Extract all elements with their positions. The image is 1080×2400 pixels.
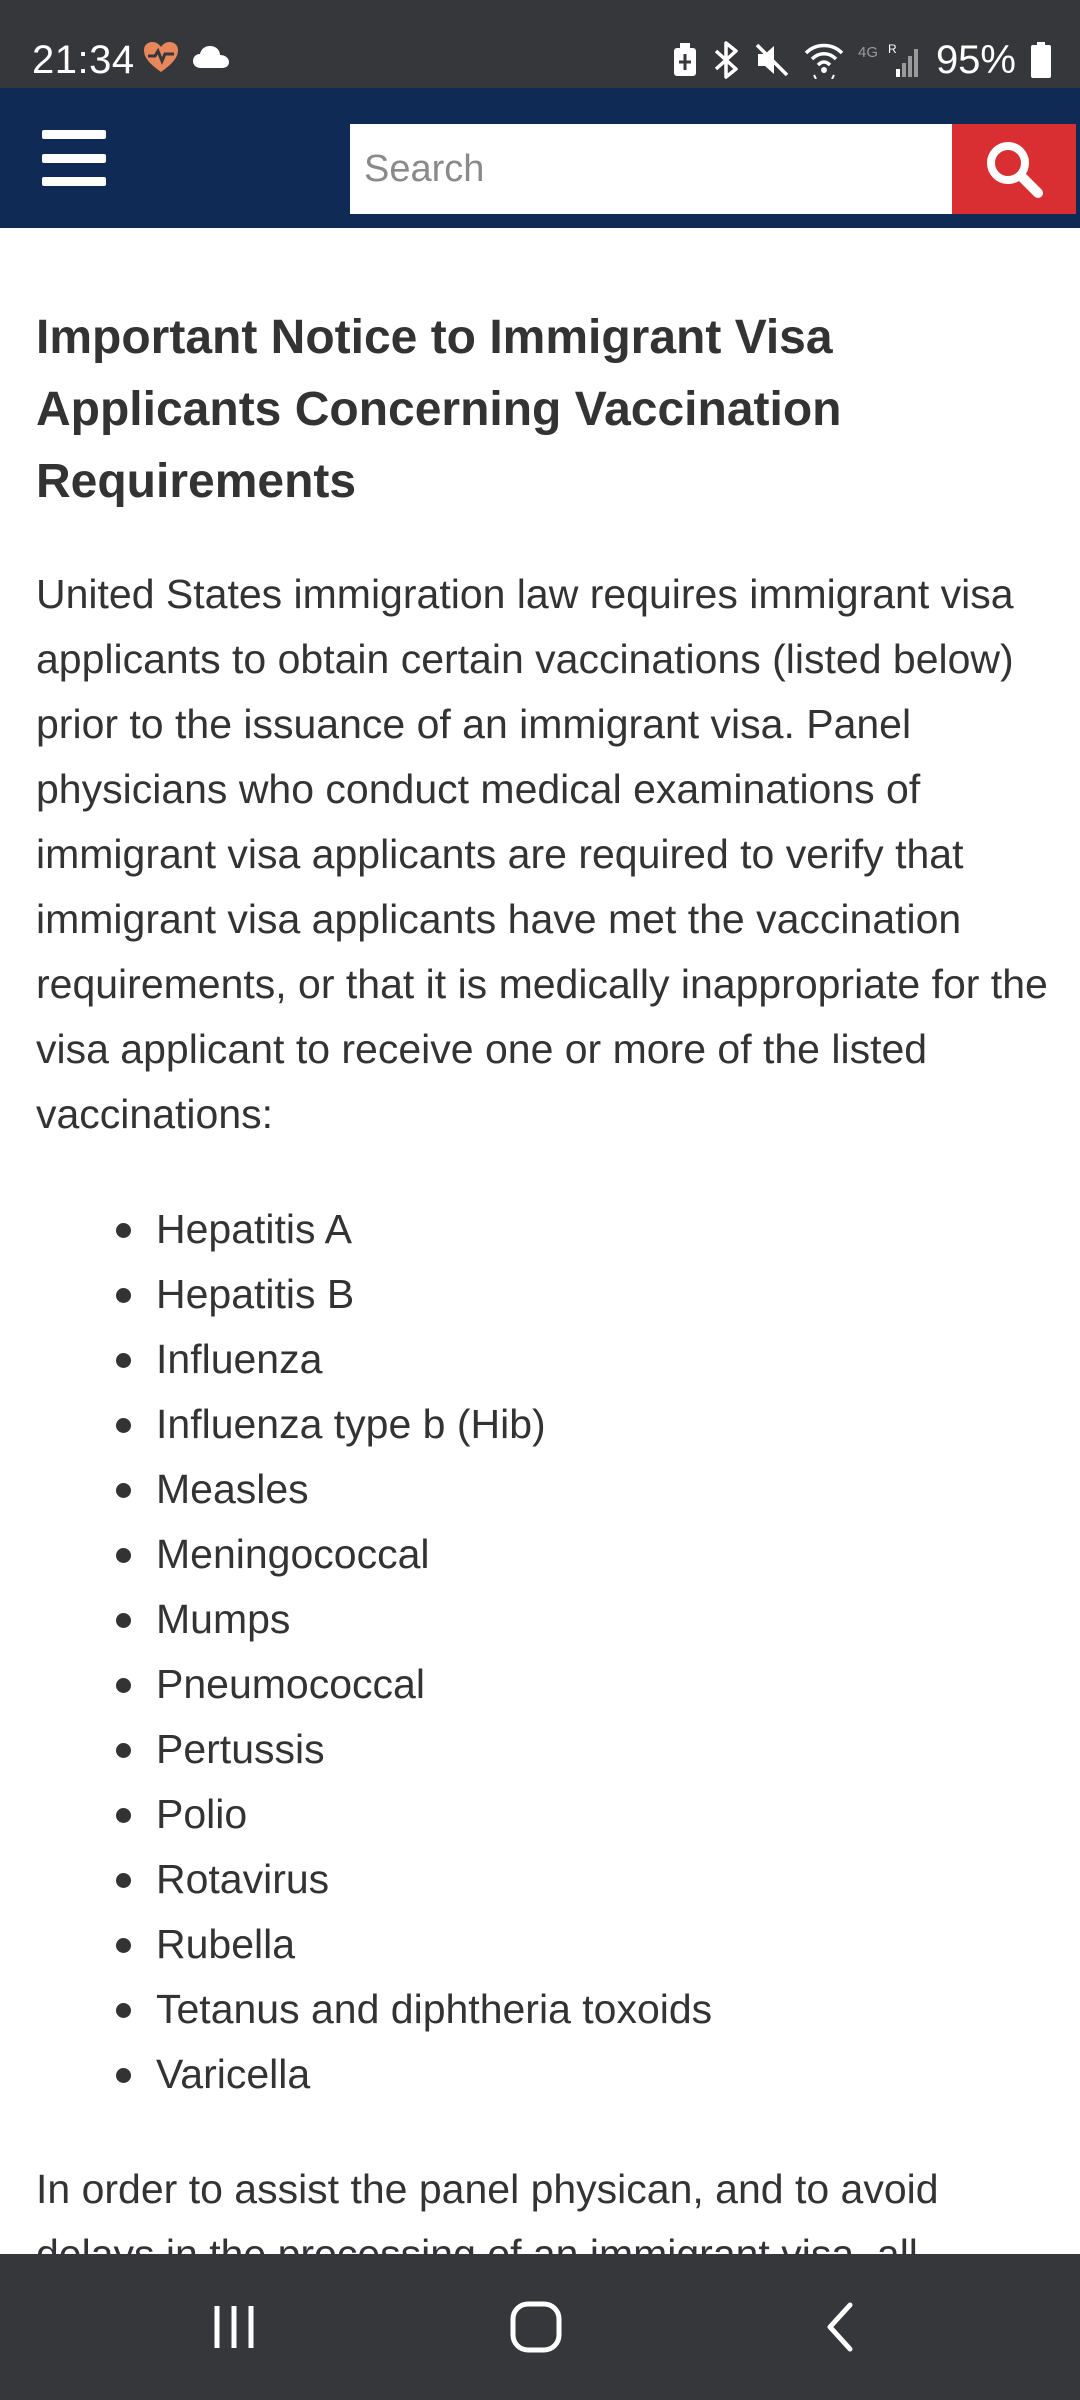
- list-item: Tetanus and diphtheria toxoids: [156, 1977, 1056, 2042]
- mute-icon: [754, 42, 790, 78]
- health-heart-icon: [142, 40, 180, 74]
- list-item: Hepatitis B: [156, 1262, 1056, 1327]
- list-item: Mumps: [156, 1587, 1056, 1652]
- battery-icon: [1030, 41, 1052, 79]
- article-content: [36, 228, 1056, 2352]
- list-item: Measles: [156, 1457, 1056, 1522]
- follow-paragraph: In order to assist the panel physican, and to avoid: [36, 2166, 939, 2212]
- menu-bar: [42, 154, 106, 163]
- home-button[interactable]: [486, 2282, 586, 2372]
- menu-bar: [42, 177, 106, 186]
- list-item: Rotavirus: [156, 1847, 1056, 1912]
- search-input[interactable]: [350, 124, 952, 214]
- back-button[interactable]: [790, 2282, 890, 2372]
- list-item: Varicella: [156, 2042, 1056, 2107]
- svg-text:4G: 4G: [857, 44, 878, 61]
- recent-apps-button[interactable]: [184, 2282, 284, 2372]
- menu-bar: [42, 130, 106, 139]
- status-system-icons: [672, 36, 1052, 84]
- bluetooth-icon: [712, 41, 740, 79]
- hamburger-menu-button[interactable]: [34, 118, 120, 198]
- status-bar: [0, 0, 1080, 88]
- search-button[interactable]: [952, 124, 1076, 214]
- site-header: [0, 88, 1080, 228]
- search-icon: [982, 137, 1046, 201]
- list-item: Influenza type b (Hib): [156, 1392, 1056, 1457]
- list-item: Influenza: [156, 1327, 1056, 1392]
- system-navigation-bar: [0, 2254, 1080, 2400]
- status-notification-icons: [142, 40, 230, 74]
- page-title: Important Notice to Immigrant Visa Applicants Concerning Vaccination Requirements: [36, 311, 842, 508]
- home-icon: [508, 2299, 564, 2355]
- list-item: Hepatitis A: [156, 1197, 1056, 1262]
- list-item: Meningococcal: [156, 1522, 1056, 1587]
- battery-percent: 95%: [935, 38, 1016, 82]
- cloud-icon: [192, 44, 230, 70]
- status-time: 21:34: [32, 38, 135, 82]
- list-item: Pneumococcal: [156, 1652, 1056, 1717]
- back-icon: [820, 2299, 860, 2355]
- svg-text:R: R: [887, 42, 897, 56]
- vaccine-list: [36, 1197, 1056, 2107]
- list-item: Polio: [156, 1782, 1056, 1847]
- recent-apps-icon: [209, 2302, 259, 2352]
- battery-saver-icon: [672, 42, 698, 78]
- list-item: Pertussis: [156, 1717, 1056, 1782]
- intro-paragraph: United States immigration law requires immigrant visa applicants to obtain certain vaccinations (listed below) prior to the issuance of an immigrant visa. Panel physicians who conduct medical examinations of immigrant visa applicants are required to verify that immigrant visa applicants have met the vaccination requirements, or that it is medically inappropriate for the visa applicant to receive one or more of the listed vaccinations:: [36, 571, 1048, 1137]
- signal-4g-icon: [858, 41, 922, 79]
- list-item: Rubella: [156, 1912, 1056, 1977]
- wifi-icon: [804, 41, 844, 79]
